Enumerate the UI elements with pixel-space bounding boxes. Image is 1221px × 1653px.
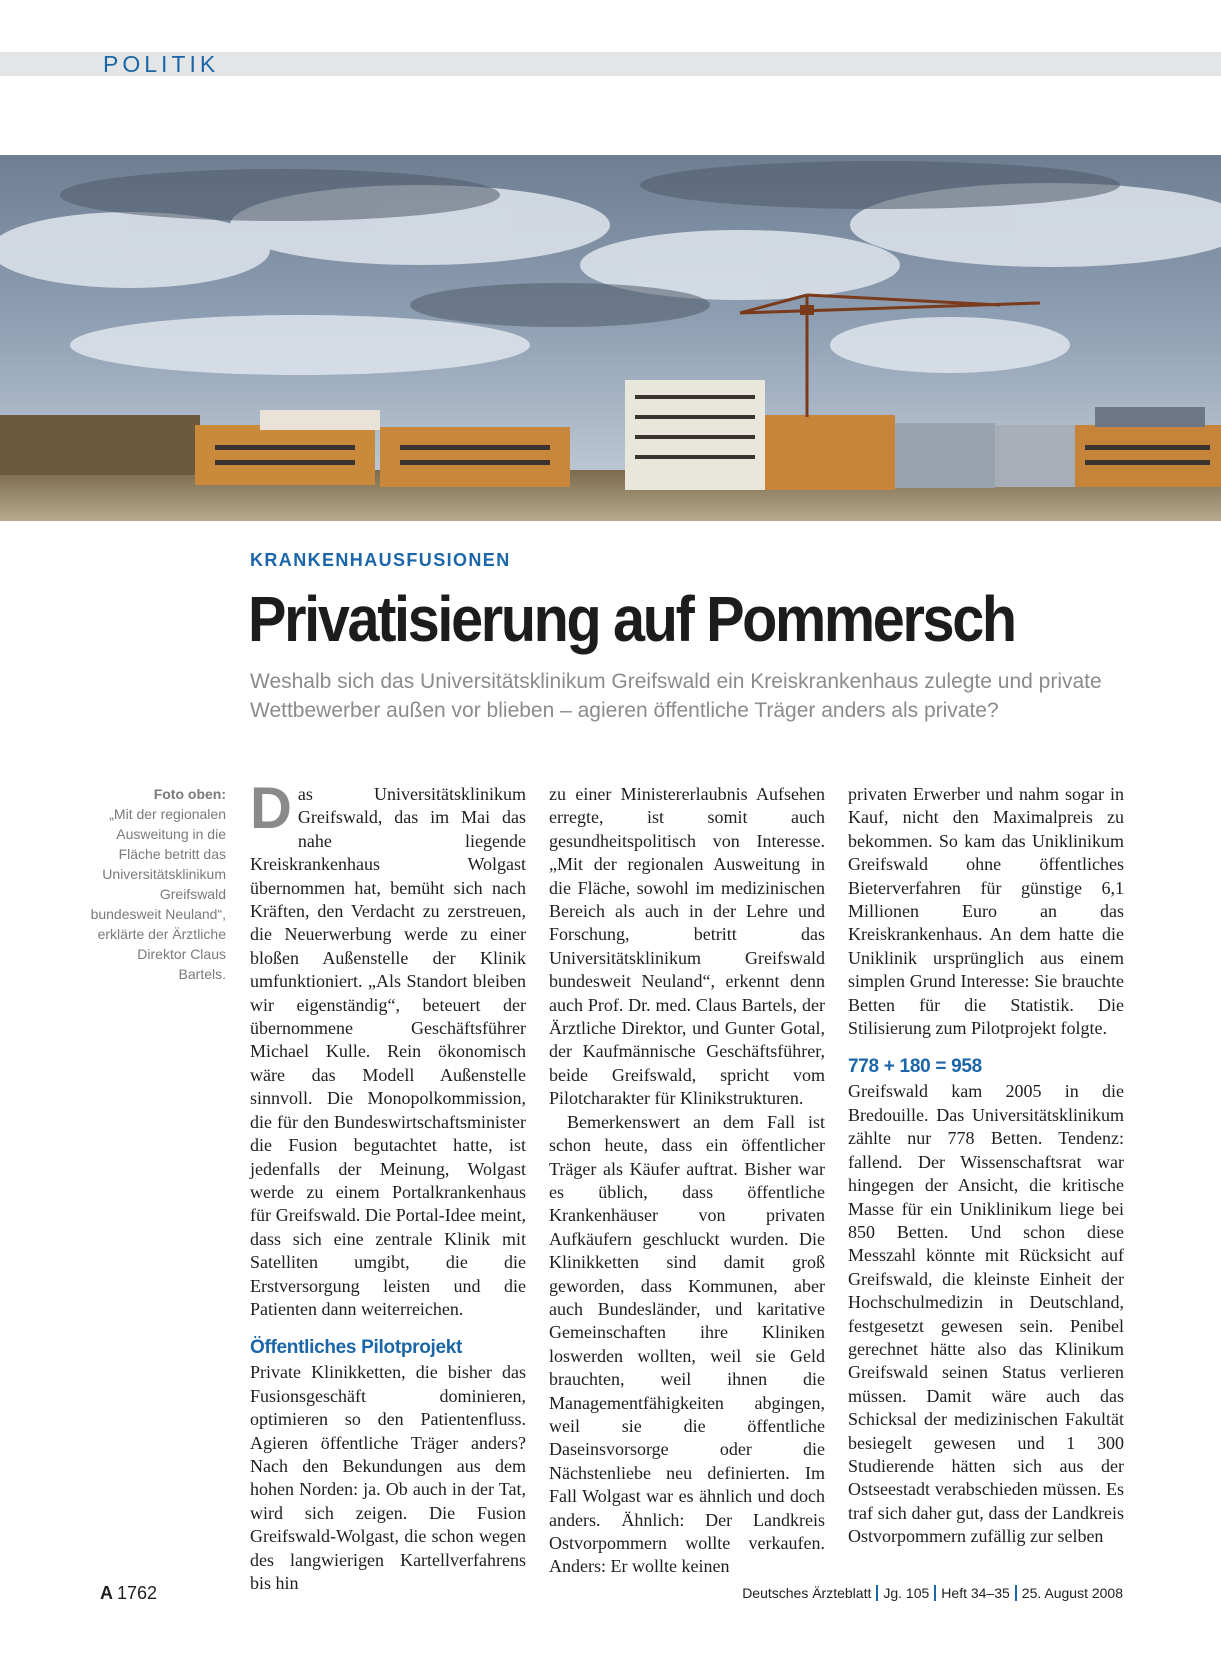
paragraph: privaten Erwerber und nahm sogar in Kauf, nicht den Maximalpreis zu bekommen. So kam das Uniklinikum Greifswald ohne öffentliches Bieterverfahren für günstige 6,1 Millionen Euro an das Kreiskrankenhaus. An dem hatte die Uniklinik ursprünglich aus einem simplen Grund Interesse: Sie brauchte Betten für die Statistik. Die Stilisierung zum Pilotprojekt folgte. [848,784,1124,1039]
article-kicker: KRANKENHAUSFUSIONEN [250,550,511,570]
page-number [100,1583,157,1604]
subheading: Öffentliches Pilotprojekt [250,1337,463,1359]
journal-name: Deutsches Ärzteblatt [742,1585,872,1601]
article-deck: Weshalb sich das Universitätsklinikum Greifswald ein Kreiskrankenhaus zulegte und private Wettbewerber außen vor blieben – agieren öffentliche Träger anders als private? [250,670,1102,722]
divider [1015,1585,1017,1601]
article-column-2 [549,783,825,1579]
volume: Jg. 105 [883,1585,930,1601]
dropcap: D [250,776,292,841]
issue-date: 25. August 2008 [1021,1585,1123,1601]
article-photo [0,155,1221,521]
page-number-value: 1762 [117,1583,158,1603]
page-prefix: A [100,1583,113,1603]
article-column-1 [250,776,526,1595]
publication-info [742,1585,1123,1601]
caption-text: „Mit der regionalen Ausweitung in die Fläche betritt das Universitätsklinikum Greifswald bundesweit Neuland“, erklärte der Ärztliche Direktor Claus Bartels. [90,806,226,982]
divider [934,1585,936,1601]
paragraph: Private Klinikketten, die bisher das Fusionsgeschäft dominieren, optimieren so den Patientenfluss. Agieren öffentliche Träger anders? Nach den Bekundungen aus dem hohen Norden: ja. Ob auch in der Tat, wird sich zeigen. Die Fusion Greifswald-Wolgast, die schon wegen des langwierigen Kartellverfahrens bis hin [250,1362,526,1593]
article-column-3 [848,783,1124,1549]
paragraph [250,776,526,1321]
paragraph-text: as Universitätsklinikum Greifswald, das im Mai das nahe liegende Kreiskrankenhaus Wolgast übernommen hat, bemüht sich nach Kräften, den Verdacht zu zerstreuen, die Neuerwerbung werde zu einer bloßen Außenstelle der Klinik umfunktioniert. „Als Standort bleiben wir eigenständig“, beteuert der übernommene Geschäftsführer Michael Kulle. Rein ökonomisch wäre das Modell Außenstelle sinnvoll. Die Monopolkommission, die für den Bundeswirtschaftsminister die Fusion begutachtet hatte, ist jedenfalls der Meinung, Wolgast werde zu einem Portalkrankenhaus für Greifswald. Die Portal-Idee meint, dass sich eine zentrale Klinik mit Satelliten umgibt, die die Erstversorgung leisten und die Patienten dann weiterreichen. [250,784,526,1319]
subheading: 778 + 180 = 958 [848,1056,982,1078]
paragraph: zu einer Ministererlaubnis Aufsehen erregte, ist somit auch gesundheitspolitisch von Interesse. „Mit der regionalen Ausweitung in die Fläche, sowohl im medizinischen Bereich als auch in der Lehre und Forschung, betritt das Universitätsklinikum Greifswald bundesweit Neuland“, erkennt denn auch Prof. Dr. med. Claus Bartels, der Ärztliche Direktor, und Gunter Gotal, der Kaufmännische Geschäftsführer, beide Greifswald, spricht vom Pilotcharakter für Klinikstrukturen. [549,784,825,1109]
paragraph: Bemerkenswert an dem Fall ist schon heute, dass ein öffentlicher Träger als Käufer auftrat. Bisher war es üblich, dass öffentliche Krankenhäuser von privaten Aufkäufern geschluckt wurden. Die Klinikketten sind damit groß geworden, dass Kommunen, aber auch Bundesländer, und karitative Gemeinschaften ihre Kliniken loswerden wollten, weil sie Geld brauchten, weil ihnen die Managementfähigkeiten abgingen, weil sie die öffentliche Daseinsvorsorge oder die Nächstenliebe neu definierten. Im Fall Wolgast war es ähnlich und doch anders. Ähnlich: Der Landkreis Ostvorpommern wollte verkaufen. Anders: Er wollte keinen [549,1111,825,1577]
photo-caption [88,784,226,984]
article-headline: Privatisierung auf Pommersch [248,583,1015,655]
issue: Heft 34–35 [941,1585,1010,1601]
caption-title: Foto oben: [153,786,226,802]
divider [876,1585,878,1601]
section-label: POLITIK [103,51,220,77]
paragraph: Greifswald kam 2005 in die Bredouille. Das Universitätsklinikum zählte nur 778 Betten. Tendenz: fallend. Der Wissenschaftsrat war hingegen der Ansicht, die kritische Masse für ein Uniklinikum liege bei 850 Betten. Und schon diese Messzahl könnte mit Rücksicht auf Greifswald, die kleinste Einheit der Hochschulmedizin in Deutschland, festgesetzt gewesen sein. Penibel gerechnet hätte also das Klinikum Greifswald seinen Status verlieren müssen. Damit wäre auch das Schicksal der medizinischen Fakultät besiegelt gewesen und 1 300 Studierende hätten sich aus der Ostseestadt verabschieden müssen. Es traf sich daher gut, dass der Landkreis Ostvorpommern zufällig zur selben [848,1081,1124,1547]
